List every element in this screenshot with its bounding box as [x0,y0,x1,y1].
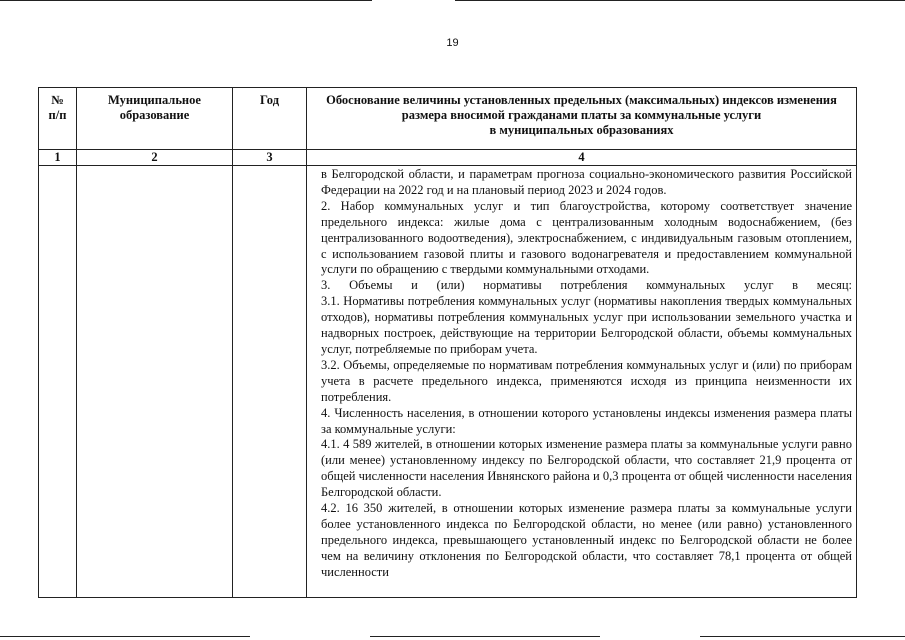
scan-edge-top-right [455,0,905,1]
cell-number [39,166,77,598]
header-municipality: Муниципальное образование [77,88,233,150]
column-number-row [39,150,857,166]
header-year: Год [233,88,307,150]
column-number: 2 [77,150,233,166]
cell-year [233,166,307,598]
table-header-row [39,88,857,150]
cell-municipality [77,166,233,598]
header-number: № п/п [39,88,77,150]
column-number: 1 [39,150,77,166]
paragraph: 2. Набор коммунальных услуг и тип благоустройства, которому соответствует значение предельного индекса: жилые дома с централизованным холодным водоснабжением, (без централизованного водоотведения), электроснабжением, с индивидуальным газовым отоплением, с использованием газовой плиты и газового водонагревателя и предоставлением коммунальной услуги по обращению с твердыми коммунальными отходами. [321,198,852,277]
scan-edge-bottom-mid [370,636,600,637]
scan-edge-top-left [0,0,372,1]
scan-edge-bottom-left [0,636,250,637]
paragraph: 3.2. Объемы, определяемые по нормативам потребления коммунальных услуг и (или) по приборам учета в расчете предельного индекса, применяются исходя из принципа неизменности их потребления. [321,357,852,404]
justification-table [38,87,857,598]
page-number: 19 [446,37,459,49]
paragraph: в Белгородской области, и параметрам прогноза социально-экономического развития Российской Федерации на 2022 год и на плановый период 2023 и 2024 годов. [321,167,852,197]
paragraph: 3.1. Нормативы потребления коммунальных услуг (нормативы накопления твердых коммунальных отходов), нормативы потребления коммунальных услуг при использовании земельного участка и надворных построек, действующие на территории Белгородской области, объемы коммунальных услуг, потребляемые по приборам учета. [321,294,852,356]
table-row [39,166,857,598]
paragraph: 4.2. 16 350 жителей, в отношении которых изменение размера платы за коммунальные услуги более установленного индекса по Белгородской области, но менее (или равно) установленного предельного индекса, превышающего установленный индекс по Белгородской области не более чем на величину отклонения по Белгородской области, что составляет 78,1 процента от общей численности [321,501,852,579]
paragraph: 4.1. 4 589 жителей, в отношении которых изменение размера платы за коммунальные услуги равно (или менее) установленному индексу по Белгородской области, что составляет 21,9 процента от общей численности населения Ивнянского района и 0,3 процента от общей численности населения Белгородской области. [321,437,852,500]
header-justification: Обоснование величины установленных предельных (максимальных) индексов изменения размера вносимой гражданами платы за коммунальные услуги в муниципальных образованиях [307,88,857,150]
paragraph: 4. Численность населения, в отношении которого установлены индексы изменения размера платы за коммунальные услуги: [321,405,852,436]
paragraph: 3. Объемы и (или) нормативы потребления коммунальных услуг в месяц: [321,278,852,293]
cell-justification [307,166,857,598]
scan-edge-bottom-right [700,636,905,637]
column-number: 4 [307,150,857,166]
column-number: 3 [233,150,307,166]
